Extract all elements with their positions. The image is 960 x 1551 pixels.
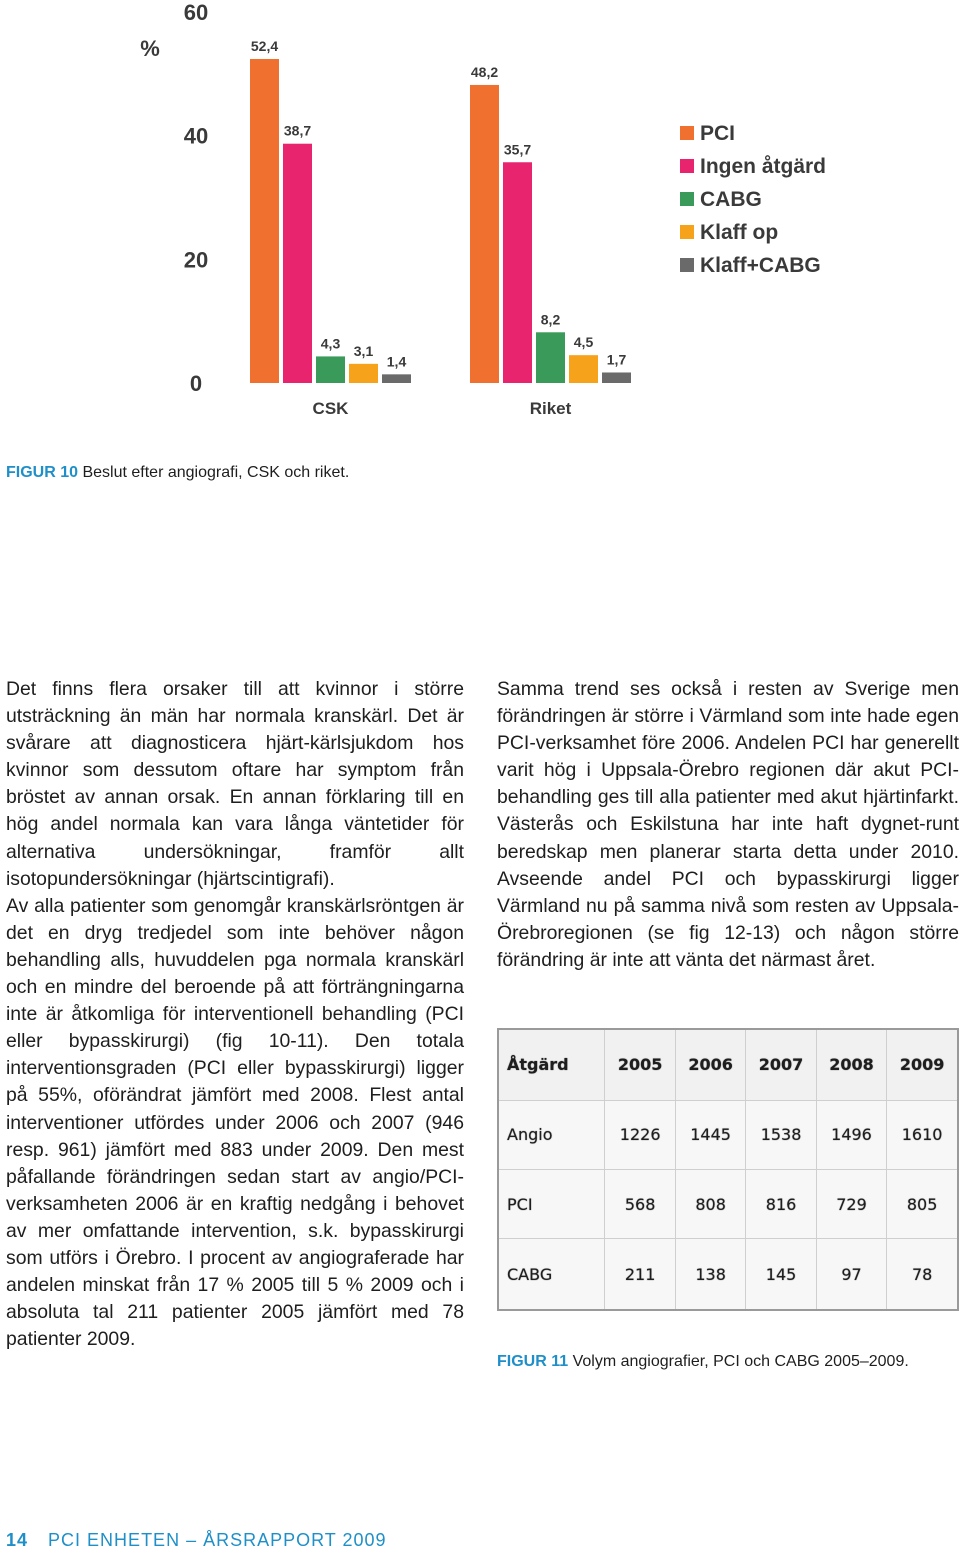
- bar-value-label: 52,4: [250, 37, 279, 54]
- table-cell: PCI: [498, 1169, 605, 1238]
- figure-11-label: FIGUR 11: [497, 1353, 569, 1370]
- y-tick-label: 0: [189, 371, 203, 396]
- bar: [503, 162, 532, 383]
- figure-11-caption: [497, 1353, 909, 1371]
- legend-label: CABG: [700, 188, 762, 211]
- bar-value-label: 8,2: [540, 311, 561, 328]
- figure-11-text: Volym angiografier, PCI och CABG 2005–2009.: [572, 1353, 909, 1370]
- bar-value-label: 4,3: [320, 335, 341, 352]
- y-tick-label: 60: [183, 0, 209, 25]
- table-header-cell: 2006: [675, 1029, 745, 1100]
- figure-10-label: FIGUR 10: [6, 464, 79, 481]
- bar: [250, 59, 279, 383]
- legend-swatch: [680, 225, 694, 239]
- bar: [283, 144, 312, 383]
- legend-label: Klaff op: [700, 221, 779, 244]
- page-footer: [6, 1530, 387, 1551]
- y-tick-label: 20: [183, 247, 209, 273]
- bar-value-label: 1,7: [606, 351, 627, 368]
- table-header-cell: 2008: [816, 1029, 886, 1100]
- table-cell: 138: [675, 1239, 745, 1310]
- table-cell: 211: [605, 1239, 675, 1310]
- table-header-row: [498, 1029, 958, 1100]
- table-cell: 729: [816, 1169, 886, 1238]
- table-header-cell: 2009: [887, 1029, 958, 1100]
- bar: [470, 85, 499, 383]
- table-cell: 1610: [887, 1100, 958, 1169]
- table-cell: 568: [605, 1169, 675, 1238]
- volume-table: [497, 1028, 959, 1311]
- table-cell: 145: [746, 1239, 816, 1310]
- bar: [316, 356, 345, 383]
- bar-value-label: 3,1: [353, 342, 374, 359]
- bar-value-label: 35,7: [503, 141, 532, 158]
- legend-swatch: [680, 159, 694, 173]
- bar: [382, 374, 411, 383]
- table-row: [498, 1239, 958, 1310]
- page-number: 14: [6, 1530, 29, 1550]
- bar-value-label: 1,4: [386, 353, 407, 370]
- figure-10-caption: [6, 464, 349, 482]
- bar: [349, 364, 378, 383]
- bar-value-label: 38,7: [283, 122, 312, 139]
- table-header-cell: 2007: [746, 1029, 816, 1100]
- x-category-label: Riket: [529, 399, 572, 418]
- legend-label: PCI: [700, 122, 736, 145]
- table-cell: 1496: [816, 1100, 886, 1169]
- table-row: [498, 1169, 958, 1238]
- left-column: [6, 676, 464, 1353]
- figure-10-text: Beslut efter angiografi, CSK och riket.: [82, 464, 350, 481]
- table-cell: 1445: [675, 1100, 745, 1169]
- bar-value-label: 48,2: [470, 63, 499, 80]
- right-column: [497, 676, 959, 974]
- table-cell: 78: [887, 1239, 958, 1310]
- table-cell: 1226: [605, 1100, 675, 1169]
- footer-title: PCI ENHETEN – ÅRSRAPPORT 2009: [48, 1530, 387, 1550]
- table-header-cell: Åtgärd: [498, 1029, 605, 1100]
- table-cell: 805: [887, 1169, 958, 1238]
- y-axis-label: %: [140, 36, 160, 61]
- table-header-cell: 2005: [605, 1029, 675, 1100]
- table-cell: 97: [816, 1239, 886, 1310]
- bar: [569, 355, 598, 383]
- legend-swatch: [680, 126, 694, 140]
- table-cell: 1538: [746, 1100, 816, 1169]
- bar-value-label: 4,5: [573, 334, 594, 351]
- decision-bar-chart: [0, 0, 960, 430]
- left-paragraph-1: Det finns flera orsaker till att kvinnor i större utsträckning än män har normala kranskärl. Det är svårare att diagnosticera hjärt-kärlsjukdom hos kvinnor som dessutom oftare har symptom från bröstet av annan orsak. En annan förklaring till en hög andel normala kan vara långa väntetider för alternativa undersökningar, framför allt isotopundersökningar (hjärtscintigrafi).: [6, 678, 464, 890]
- right-paragraph-1: Samma trend ses också i resten av Sverige men förändringen är större i Värmland som inte hade egen PCI-verksamhet före 2006. Andelen PCI har generellt varit hög i Uppsala-Örebro regionen där akut PCI-behandling ges till alla patienter med akut hjärtinfarkt. Västerås och Eskilstuna har inte haft dygnet-runt beredskap men planerar starta detta under 2010. Avseende andel PCI och bypasskirurgi ligger Värmland nu på samma nivå som resten av Uppsala-Örebroregionen (se fig 12-13) och någon större förändring är inte att vänta det närmast året.: [497, 678, 959, 971]
- table-cell: CABG: [498, 1239, 605, 1310]
- bar: [602, 372, 631, 383]
- table-cell: 808: [675, 1169, 745, 1238]
- y-tick-label: 40: [183, 123, 209, 149]
- table-cell: 816: [746, 1169, 816, 1238]
- table-row: [498, 1100, 958, 1169]
- table-cell: Angio: [498, 1100, 605, 1169]
- legend-label: Ingen åtgärd: [700, 155, 827, 178]
- left-paragraph-2: Av alla patienter som genomgår kranskärlsröntgen är det en dryg tredjedel som inte behöver någon behandling alls, huvuddelen pga normala kranskärl och en mindre del beroende på att förträngningarna inte är åtkomliga för interventionell behandling (PCI eller bypasskirurgi) (fig 10-11). Den totala interventionsgraden (PCI eller bypasskirurgi) ligger på 55%, oförändrat jämfört med 2008. Flest antal interventioner utfördes under 2006 och 2007 (946 resp. 961) jämfört med 883 under 2009. Den mest påfallande förändringen sedan start av angio/PCI-verksamheten 2006 är en kraftig nedgång i behovet av mer omfattande intervention, s.k. bypasskirurgi som utförs i Örebro. I procent av angiograferade har andelen minskat från 17 % 2005 till 5 % 2009 och i absoluta tal 211 patienter 2005 jämfört med 78 patienter 2009.: [6, 894, 464, 1351]
- bar: [536, 332, 565, 383]
- x-category-label: CSK: [312, 399, 349, 418]
- legend-swatch: [680, 258, 694, 272]
- legend-swatch: [680, 192, 694, 206]
- legend-label: Klaff+CABG: [700, 254, 821, 277]
